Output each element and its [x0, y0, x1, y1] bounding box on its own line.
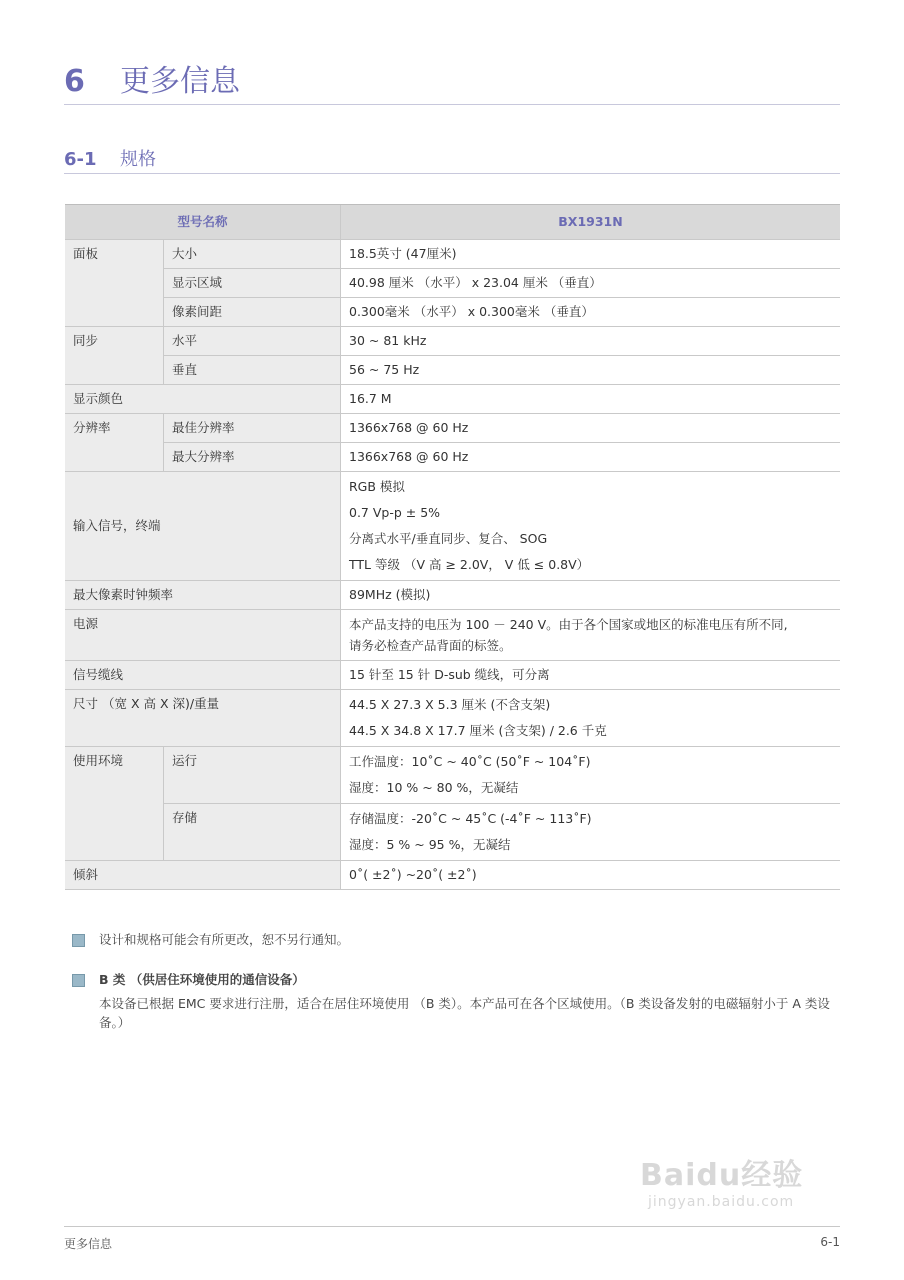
value-color: 16.7 M: [341, 385, 841, 414]
value-pitch: 0.300毫米 （水平） x 0.300毫米 （垂直）: [341, 298, 841, 327]
value-storage: [341, 804, 841, 861]
sub-label-size: 大小: [164, 240, 341, 269]
row-label-tilt: 倾斜: [65, 861, 341, 890]
power-line-1: 本产品支持的电压为 100 － 240 V。由于各个国家或地区的标准电压有所不同,: [349, 617, 788, 632]
table-row: [65, 443, 840, 472]
note-2-body: 本设备已根据 EMC 要求进行注册，适合在居住环境使用 （B 类）。本产品可在各个区域使用。（B 类设备发射的电磁辐射小于 A 类设备。）: [99, 996, 830, 1030]
note-icon: [72, 974, 85, 987]
chapter-number: 6: [64, 64, 85, 99]
note-2-title: B 类 （供居住环境使用的通信设备）: [99, 972, 305, 987]
table-row: [65, 610, 840, 661]
row-label-cable: 信号缆线: [65, 661, 341, 690]
row-label-resolution: 分辨率: [65, 414, 164, 472]
value-res-max: 1366x768 @ 60 Hz: [341, 443, 841, 472]
page-footer: [64, 1226, 840, 1252]
value-power: [341, 610, 841, 661]
input-line-2: 0.7 Vp-p ± 5%: [349, 505, 441, 520]
watermark-url: jingyan.baidu.com: [648, 1194, 795, 1210]
sub-label-pitch: 像素间距: [164, 298, 341, 327]
table-row: [65, 581, 840, 610]
input-line-3: 分离式水平/垂直同步、复合、 SOG: [349, 531, 548, 546]
table-row: [65, 269, 840, 298]
value-cable: 15 针至 15 针 D-sub 缆线，可分离: [341, 661, 841, 690]
footer-page-number: 6-1: [820, 1235, 840, 1249]
watermark: [640, 1150, 803, 1210]
input-line-1: RGB 模拟: [349, 479, 405, 494]
sub-label-storage: 存储: [164, 804, 341, 861]
table-row: [65, 661, 840, 690]
value-input: [341, 472, 841, 581]
value-size: 18.5英寸 (47厘米): [341, 240, 841, 269]
table-row: [65, 690, 840, 747]
table-row: [65, 804, 840, 861]
value-clock: 89MHz (模拟): [341, 581, 841, 610]
sub-label-res-max: 最大分辨率: [164, 443, 341, 472]
table-row: [65, 414, 840, 443]
dim-line-1: 44.5 X 27.3 X 5.3 厘米 (不含支架): [349, 697, 551, 712]
table-row: [65, 747, 840, 804]
note-icon: [72, 934, 85, 947]
value-operating: [341, 747, 841, 804]
table-row: [65, 385, 840, 414]
sub-label-res-opt: 最佳分辨率: [164, 414, 341, 443]
row-label-clock: 最大像素时钟频率: [65, 581, 341, 610]
chapter-heading: [64, 56, 840, 105]
table-row: [65, 472, 840, 581]
value-sync-h: 30 ~ 81 kHz: [341, 327, 841, 356]
storage-line-1: 存储温度：-20˚C ~ 45˚C (-4˚F ~ 113˚F): [349, 811, 592, 826]
table-row: [65, 356, 840, 385]
input-line-4: TTL 等级 （V 高 ≥ 2.0V， V 低 ≤ 0.8V）: [349, 557, 590, 572]
row-label-panel: 面板: [65, 240, 164, 327]
sub-label-sync-v: 垂直: [164, 356, 341, 385]
value-tilt: 0˚( ±2˚) ~20˚( ±2˚): [341, 861, 841, 890]
note-class-b: [72, 970, 839, 1032]
chapter-title: 更多信息: [120, 64, 240, 99]
watermark-brand: Baidu经验: [640, 1158, 804, 1193]
row-label-power: 电源: [65, 610, 341, 661]
sub-label-sync-h: 水平: [164, 327, 341, 356]
header-model: BX1931N: [341, 205, 841, 240]
value-dimensions: [341, 690, 841, 747]
value-res-opt: 1366x768 @ 60 Hz: [341, 414, 841, 443]
row-label-color: 显示颜色: [65, 385, 341, 414]
note-1-text: 设计和规格可能会有所更改，恕不另行通知。: [99, 932, 350, 947]
row-label-dimensions: 尺寸 （宽 X 高 X 深)/重量: [65, 690, 341, 747]
header-label: 型号名称: [65, 205, 341, 240]
operating-line-1: 工作温度：10˚C ~ 40˚C (50˚F ~ 104˚F): [349, 754, 591, 769]
row-label-environment: 使用环境: [65, 747, 164, 861]
table-header-row: [65, 205, 840, 240]
table-row: [65, 327, 840, 356]
row-label-sync: 同步: [65, 327, 164, 385]
sub-label-operating: 运行: [164, 747, 341, 804]
power-line-2: 请务必检查产品背面的标签。: [349, 638, 512, 653]
note-design-change: [72, 930, 349, 948]
storage-line-2: 湿度：5 % ~ 95 %，无凝结: [349, 837, 511, 852]
section-title: 规格: [120, 149, 156, 170]
value-area: 40.98 厘米 （水平） x 23.04 厘米 （垂直）: [341, 269, 841, 298]
row-label-input: 输入信号，终端: [65, 472, 341, 581]
section-number: 6-1: [64, 149, 97, 170]
sub-label-area: 显示区域: [164, 269, 341, 298]
value-sync-v: 56 ~ 75 Hz: [341, 356, 841, 385]
table-row: [65, 861, 840, 890]
table-row: [65, 240, 840, 269]
footer-chapter: 更多信息: [64, 1237, 113, 1251]
section-heading: [64, 145, 840, 174]
operating-line-2: 湿度：10 % ~ 80 %，无凝结: [349, 780, 519, 795]
table-row: [65, 298, 840, 327]
dim-line-2: 44.5 X 34.8 X 17.7 厘米 (含支架) / 2.6 千克: [349, 723, 607, 738]
spec-table: [65, 204, 840, 890]
